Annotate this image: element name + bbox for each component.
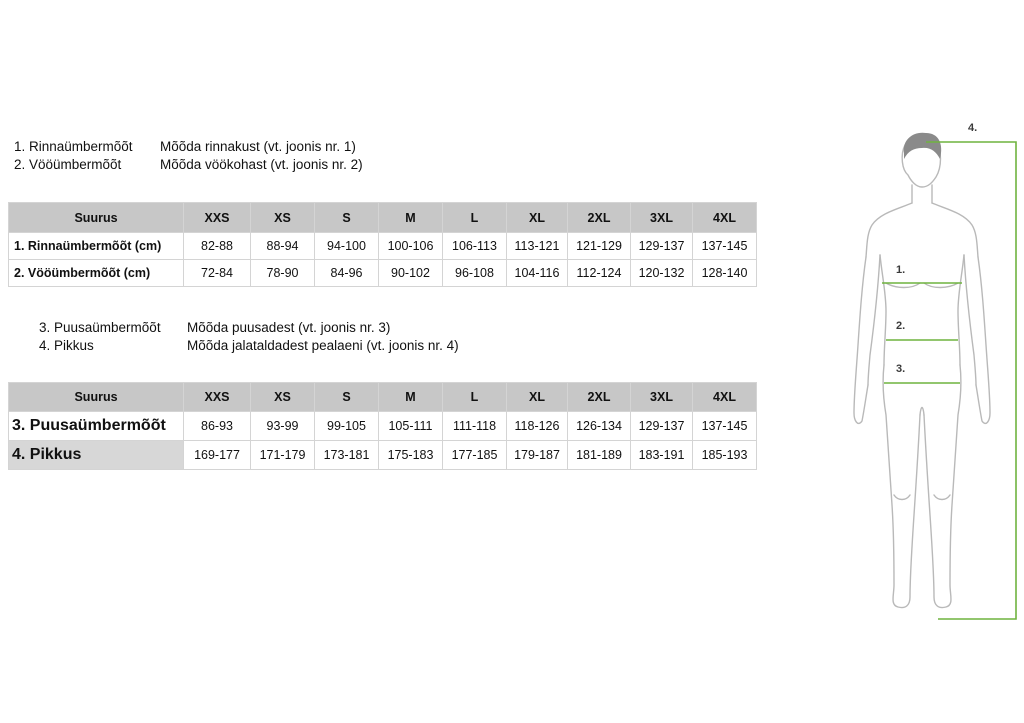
table-cell: 94-100 [315, 233, 379, 260]
waist-label: 2. [896, 320, 906, 332]
header-cell: M [379, 383, 443, 412]
table-cell: 93-99 [251, 412, 315, 441]
table-cell: 129-137 [631, 233, 693, 260]
legend-row-height [39, 337, 459, 355]
header-cell: 4XL [693, 383, 757, 412]
table-cell: 113-121 [507, 233, 568, 260]
header-cell: XXS [184, 383, 251, 412]
table-cell: 173-181 [315, 441, 379, 470]
table-cell: 137-145 [693, 412, 757, 441]
header-cell: 2XL [568, 383, 631, 412]
legend-description: Mõõda vöökohast (vt. joonis nr. 2) [160, 157, 363, 172]
table-cell: 179-187 [507, 441, 568, 470]
header-cell: M [379, 203, 443, 233]
table-cell: 88-94 [251, 233, 315, 260]
table-cell: 105-111 [379, 412, 443, 441]
table-cell: 121-129 [568, 233, 631, 260]
legend-description: Mõõda jalataldadest pealaeni (vt. joonis nr. 4) [187, 338, 459, 353]
header-cell: S [315, 383, 379, 412]
table-header-row [9, 383, 757, 412]
legend-row-hip [39, 319, 459, 337]
header-cell: L [443, 203, 507, 233]
table-cell: 183-191 [631, 441, 693, 470]
table-cell: 181-189 [568, 441, 631, 470]
table-cell: 128-140 [693, 260, 757, 287]
row-label-hip: 3. Puusaümbermõõt [9, 412, 184, 441]
header-cell: XS [251, 383, 315, 412]
table-cell: 86-93 [184, 412, 251, 441]
header-cell: XS [251, 203, 315, 233]
table-cell: 99-105 [315, 412, 379, 441]
table-row [9, 233, 757, 260]
legend-row-chest [14, 138, 363, 156]
table-cell: 78-90 [251, 260, 315, 287]
header-cell: 3XL [631, 383, 693, 412]
legend-term: 1. Rinnaümbermõõt [14, 139, 133, 154]
body-measurement-figure [840, 115, 1024, 635]
table-cell: 84-96 [315, 260, 379, 287]
legend-description: Mõõda puusadest (vt. joonis nr. 3) [187, 320, 391, 335]
row-label-waist: 2. Vööümbermõõt (cm) [9, 260, 184, 287]
table-cell: 118-126 [507, 412, 568, 441]
table-cell: 177-185 [443, 441, 507, 470]
header-cell: XL [507, 383, 568, 412]
body-outline-illustration [840, 115, 1024, 635]
header-cell: XXS [184, 203, 251, 233]
header-cell: 3XL [631, 203, 693, 233]
header-cell: 4XL [693, 203, 757, 233]
measurement-legend-top [14, 138, 363, 174]
table-cell: 100-106 [379, 233, 443, 260]
legend-term: 3. Puusaümbermõõt [39, 320, 161, 335]
chest-label: 1. [896, 264, 906, 276]
measurement-lines [882, 142, 1016, 619]
table-row [9, 441, 757, 470]
table-cell: 90-102 [379, 260, 443, 287]
table-cell: 169-177 [184, 441, 251, 470]
legend-description: Mõõda rinnakust (vt. joonis nr. 1) [160, 139, 356, 154]
header-cell: L [443, 383, 507, 412]
table-cell: 129-137 [631, 412, 693, 441]
header-size: Suurus [9, 383, 184, 412]
hip-label: 3. [896, 363, 906, 375]
table-cell: 96-108 [443, 260, 507, 287]
header-cell: XL [507, 203, 568, 233]
hair-shape [904, 133, 941, 159]
height-line [926, 142, 1016, 619]
height-label: 4. [968, 122, 978, 134]
table-cell: 120-132 [631, 260, 693, 287]
table-cell: 175-183 [379, 441, 443, 470]
table-cell: 104-116 [507, 260, 568, 287]
table-cell: 126-134 [568, 412, 631, 441]
header-cell: S [315, 203, 379, 233]
table-cell: 137-145 [693, 233, 757, 260]
header-size: Suurus [9, 203, 184, 233]
header-cell: 2XL [568, 203, 631, 233]
table-row [9, 260, 757, 287]
row-label-chest: 1. Rinnaümbermõõt (cm) [9, 233, 184, 260]
legend-term: 2. Vööümbermõõt [14, 157, 122, 172]
size-table-chest-waist [8, 202, 757, 287]
table-cell: 111-118 [443, 412, 507, 441]
table-cell: 171-179 [251, 441, 315, 470]
table-row [9, 412, 757, 441]
legend-term: 4. Pikkus [39, 338, 94, 353]
row-label-height: 4. Pikkus [9, 441, 184, 470]
legend-row-waist [14, 156, 363, 174]
table-cell: 72-84 [184, 260, 251, 287]
table-cell: 82-88 [184, 233, 251, 260]
table-header-row [9, 203, 757, 233]
measurement-legend-bottom [39, 319, 459, 355]
table-cell: 106-113 [443, 233, 507, 260]
table-cell: 185-193 [693, 441, 757, 470]
size-table-hip-height [8, 382, 757, 470]
table-cell: 112-124 [568, 260, 631, 287]
body-outline [854, 138, 990, 608]
